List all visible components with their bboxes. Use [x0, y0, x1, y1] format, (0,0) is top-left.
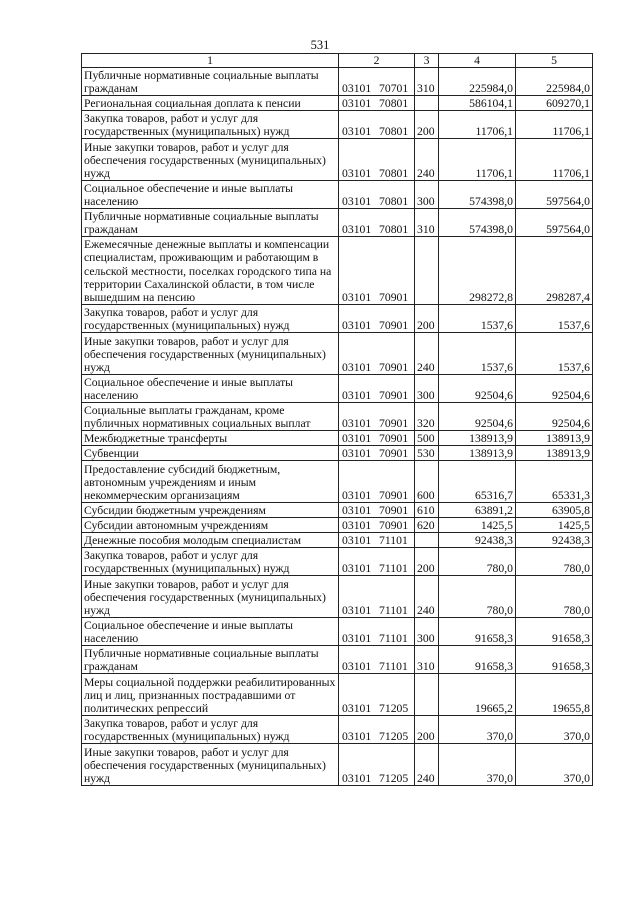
program-code: 03101	[342, 702, 372, 715]
program-code: 03101	[342, 125, 372, 138]
amount-col5-cell: 92438,3	[516, 533, 593, 548]
direction-code: 70901	[379, 361, 409, 374]
table-row	[82, 403, 593, 431]
table-row	[82, 576, 593, 618]
expense-type-cell: 300	[415, 375, 439, 403]
budget-code-cell	[339, 237, 415, 305]
direction-code: 70801	[379, 223, 409, 236]
amount-col4-cell: 11706,1	[439, 111, 516, 139]
table-row	[82, 674, 593, 716]
expense-type-cell: 310	[415, 209, 439, 237]
amount-col5-cell: 298287,4	[516, 237, 593, 305]
amount-col4-cell: 11706,1	[439, 139, 516, 181]
budget-code-cell	[339, 96, 415, 111]
amount-col5-cell: 92504,6	[516, 375, 593, 403]
table-row	[82, 431, 593, 446]
program-code: 03101	[342, 489, 372, 502]
table-row	[82, 305, 593, 333]
program-code: 03101	[342, 389, 372, 402]
amount-col4-cell: 780,0	[439, 576, 516, 618]
amount-col5-cell: 370,0	[516, 744, 593, 786]
direction-code: 71205	[379, 730, 409, 743]
expense-type-cell: 300	[415, 181, 439, 209]
table-row	[82, 618, 593, 646]
expense-name-cell: Субвенции	[82, 446, 339, 461]
amount-col4-cell: 65316,7	[439, 461, 516, 503]
amount-col4-cell: 92504,6	[439, 375, 516, 403]
direction-code: 71101	[379, 632, 408, 645]
budget-code-cell	[339, 744, 415, 786]
program-code: 03101	[342, 82, 372, 95]
expense-type-cell: 500	[415, 431, 439, 446]
program-code: 03101	[342, 730, 372, 743]
budget-code-cell	[339, 503, 415, 518]
table-row	[82, 461, 593, 503]
amount-col5-cell: 19655,8	[516, 674, 593, 716]
program-code: 03101	[342, 319, 372, 332]
program-code: 03101	[342, 417, 372, 430]
amount-col4-cell: 92438,3	[439, 533, 516, 548]
column-header: 2	[339, 54, 415, 68]
amount-col4-cell: 91658,3	[439, 646, 516, 674]
budget-code-cell	[339, 646, 415, 674]
amount-col4-cell: 225984,0	[439, 68, 516, 96]
expense-name-cell: Иные закупки товаров, работ и услуг для обеспечения государственных (муниципальных) нужд	[82, 139, 339, 181]
table-row	[82, 96, 593, 111]
program-code: 03101	[342, 447, 372, 460]
expense-name-cell: Закупка товаров, работ и услуг для государственных (муниципальных) нужд	[82, 111, 339, 139]
program-code: 03101	[342, 195, 372, 208]
direction-code: 70901	[379, 389, 409, 402]
program-code: 03101	[342, 772, 372, 785]
amount-col4-cell: 780,0	[439, 548, 516, 576]
amount-col5-cell: 780,0	[516, 576, 593, 618]
budget-code-cell	[339, 181, 415, 209]
budget-code-cell	[339, 674, 415, 716]
expense-name-cell: Социальное обеспечение и иные выплаты населению	[82, 375, 339, 403]
amount-col4-cell: 586104,1	[439, 96, 516, 111]
table-row	[82, 375, 593, 403]
expense-name-cell: Социальное обеспечение и иные выплаты населению	[82, 181, 339, 209]
amount-col5-cell: 63905,8	[516, 503, 593, 518]
column-header: 5	[516, 54, 593, 68]
table-row	[82, 333, 593, 375]
expense-type-cell: 620	[415, 518, 439, 533]
expense-type-cell	[415, 96, 439, 111]
direction-code: 70901	[379, 291, 409, 304]
table-row	[82, 237, 593, 305]
expense-name-cell: Предоставление субсидий бюджетным, автономным учреждениям и иным некоммерческим организациям	[82, 461, 339, 503]
expense-type-cell: 200	[415, 548, 439, 576]
direction-code: 71205	[379, 772, 409, 785]
amount-col4-cell: 1537,6	[439, 305, 516, 333]
amount-col4-cell: 138913,9	[439, 446, 516, 461]
budget-code-cell	[339, 403, 415, 431]
table-row	[82, 533, 593, 548]
budget-code-cell	[339, 333, 415, 375]
direction-code: 70901	[379, 489, 409, 502]
expense-type-cell: 200	[415, 111, 439, 139]
expense-name-cell: Межбюджетные трансферты	[82, 431, 339, 446]
expense-name-cell: Публичные нормативные социальные выплаты гражданам	[82, 68, 339, 96]
direction-code: 70801	[379, 97, 409, 110]
amount-col5-cell: 11706,1	[516, 139, 593, 181]
table-row	[82, 518, 593, 533]
amount-col5-cell: 65331,3	[516, 461, 593, 503]
expense-name-cell: Иные закупки товаров, работ и услуг для обеспечения государственных (муниципальных) нужд	[82, 744, 339, 786]
column-header: 3	[415, 54, 439, 68]
program-code: 03101	[342, 97, 372, 110]
budget-code-cell	[339, 446, 415, 461]
expense-type-cell: 200	[415, 305, 439, 333]
expense-name-cell: Закупка товаров, работ и услуг для государственных (муниципальных) нужд	[82, 548, 339, 576]
expense-name-cell: Закупка товаров, работ и услуг для государственных (муниципальных) нужд	[82, 305, 339, 333]
amount-col5-cell: 609270,1	[516, 96, 593, 111]
expense-name-cell: Субсидии автономным учреждениям	[82, 518, 339, 533]
expense-name-cell: Закупка товаров, работ и услуг для государственных (муниципальных) нужд	[82, 716, 339, 744]
expense-type-cell: 200	[415, 716, 439, 744]
budget-code-cell	[339, 375, 415, 403]
amount-col4-cell: 92504,6	[439, 403, 516, 431]
direction-code: 70901	[379, 504, 409, 517]
budget-code-cell	[339, 305, 415, 333]
amount-col5-cell: 91658,3	[516, 618, 593, 646]
expense-type-cell	[415, 674, 439, 716]
column-header: 1	[82, 54, 339, 68]
amount-col5-cell: 91658,3	[516, 646, 593, 674]
budget-code-cell	[339, 518, 415, 533]
program-code: 03101	[342, 291, 372, 304]
budget-code-cell	[339, 548, 415, 576]
amount-col5-cell: 597564,0	[516, 209, 593, 237]
expense-name-cell: Региональная социальная доплата к пенсии	[82, 96, 339, 111]
direction-code: 71101	[379, 562, 408, 575]
program-code: 03101	[342, 504, 372, 517]
budget-code-cell	[339, 209, 415, 237]
amount-col4-cell: 1537,6	[439, 333, 516, 375]
direction-code: 70901	[379, 319, 409, 332]
amount-col4-cell: 1425,5	[439, 518, 516, 533]
amount-col4-cell: 298272,8	[439, 237, 516, 305]
table-row	[82, 446, 593, 461]
program-code: 03101	[342, 632, 372, 645]
expense-type-cell: 320	[415, 403, 439, 431]
direction-code: 70801	[379, 167, 409, 180]
amount-col4-cell: 63891,2	[439, 503, 516, 518]
amount-col5-cell: 597564,0	[516, 181, 593, 209]
expense-type-cell: 310	[415, 68, 439, 96]
amount-col5-cell: 780,0	[516, 548, 593, 576]
amount-col5-cell: 92504,6	[516, 403, 593, 431]
expense-type-cell: 300	[415, 618, 439, 646]
table-row	[82, 548, 593, 576]
direction-code: 70901	[379, 447, 409, 460]
expense-type-cell: 310	[415, 646, 439, 674]
amount-col4-cell: 138913,9	[439, 431, 516, 446]
program-code: 03101	[342, 562, 372, 575]
table-row	[82, 181, 593, 209]
expense-type-cell: 530	[415, 446, 439, 461]
expense-name-cell: Публичные нормативные социальные выплаты гражданам	[82, 209, 339, 237]
table-row	[82, 209, 593, 237]
program-code: 03101	[342, 534, 372, 547]
amount-col5-cell: 138913,9	[516, 431, 593, 446]
expense-name-cell: Субсидии бюджетным учреждениям	[82, 503, 339, 518]
expense-name-cell: Иные закупки товаров, работ и услуг для обеспечения государственных (муниципальных) нужд	[82, 333, 339, 375]
column-header: 4	[439, 54, 516, 68]
amount-col4-cell: 574398,0	[439, 209, 516, 237]
table-row	[82, 139, 593, 181]
amount-col4-cell: 574398,0	[439, 181, 516, 209]
program-code: 03101	[342, 223, 372, 236]
table-header-row	[82, 54, 593, 68]
program-code: 03101	[342, 519, 372, 532]
table-row	[82, 716, 593, 744]
budget-code-cell	[339, 716, 415, 744]
amount-col5-cell: 225984,0	[516, 68, 593, 96]
budget-code-cell	[339, 461, 415, 503]
budget-code-cell	[339, 533, 415, 548]
program-code: 03101	[342, 604, 372, 617]
expense-name-cell: Денежные пособия молодым специалистам	[82, 533, 339, 548]
expense-name-cell: Ежемесячные денежные выплаты и компенсации специалистам, проживающим и работающим в сельской местности, поселках городского типа на территории Сахалинской области, в том числе вышедшим на пенсию	[82, 237, 339, 305]
expense-name-cell: Публичные нормативные социальные выплаты гражданам	[82, 646, 339, 674]
expense-type-cell: 240	[415, 333, 439, 375]
direction-code: 70901	[379, 519, 409, 532]
table-row	[82, 111, 593, 139]
expense-type-cell	[415, 237, 439, 305]
program-code: 03101	[342, 432, 372, 445]
table-row	[82, 503, 593, 518]
budget-code-cell	[339, 576, 415, 618]
program-code: 03101	[342, 660, 372, 673]
direction-code: 70801	[379, 125, 409, 138]
amount-col5-cell: 1537,6	[516, 333, 593, 375]
direction-code: 71101	[379, 660, 408, 673]
budget-code-cell	[339, 618, 415, 646]
amount-col5-cell: 138913,9	[516, 446, 593, 461]
expense-name-cell: Социальное обеспечение и иные выплаты населению	[82, 618, 339, 646]
amount-col4-cell: 19665,2	[439, 674, 516, 716]
budget-code-cell	[339, 139, 415, 181]
budget-code-cell	[339, 111, 415, 139]
amount-col4-cell: 370,0	[439, 744, 516, 786]
amount-col5-cell: 1537,6	[516, 305, 593, 333]
direction-code: 70701	[379, 82, 409, 95]
program-code: 03101	[342, 167, 372, 180]
direction-code: 70901	[379, 417, 409, 430]
direction-code: 70901	[379, 432, 409, 445]
table-row	[82, 744, 593, 786]
direction-code: 71101	[379, 604, 408, 617]
page-number: 531	[310, 38, 330, 52]
direction-code: 71205	[379, 702, 409, 715]
budget-code-cell	[339, 68, 415, 96]
table-row	[82, 646, 593, 674]
amount-col5-cell: 370,0	[516, 716, 593, 744]
expense-type-cell: 240	[415, 744, 439, 786]
budget-code-cell	[339, 431, 415, 446]
program-code: 03101	[342, 361, 372, 374]
budget-table	[81, 53, 593, 786]
direction-code: 71101	[379, 534, 408, 547]
expense-name-cell: Меры социальной поддержки реабилитированных лиц и лиц, признанных пострадавшими от политических репрессий	[82, 674, 339, 716]
expense-name-cell: Иные закупки товаров, работ и услуг для обеспечения государственных (муниципальных) нужд	[82, 576, 339, 618]
expense-type-cell: 610	[415, 503, 439, 518]
expense-name-cell: Социальные выплаты гражданам, кроме публичных нормативных социальных выплат	[82, 403, 339, 431]
expense-type-cell: 240	[415, 576, 439, 618]
table-row	[82, 68, 593, 96]
expense-type-cell: 600	[415, 461, 439, 503]
expense-type-cell: 240	[415, 139, 439, 181]
amount-col5-cell: 11706,1	[516, 111, 593, 139]
amount-col5-cell: 1425,5	[516, 518, 593, 533]
amount-col4-cell: 370,0	[439, 716, 516, 744]
direction-code: 70801	[379, 195, 409, 208]
amount-col4-cell: 91658,3	[439, 618, 516, 646]
expense-type-cell	[415, 533, 439, 548]
